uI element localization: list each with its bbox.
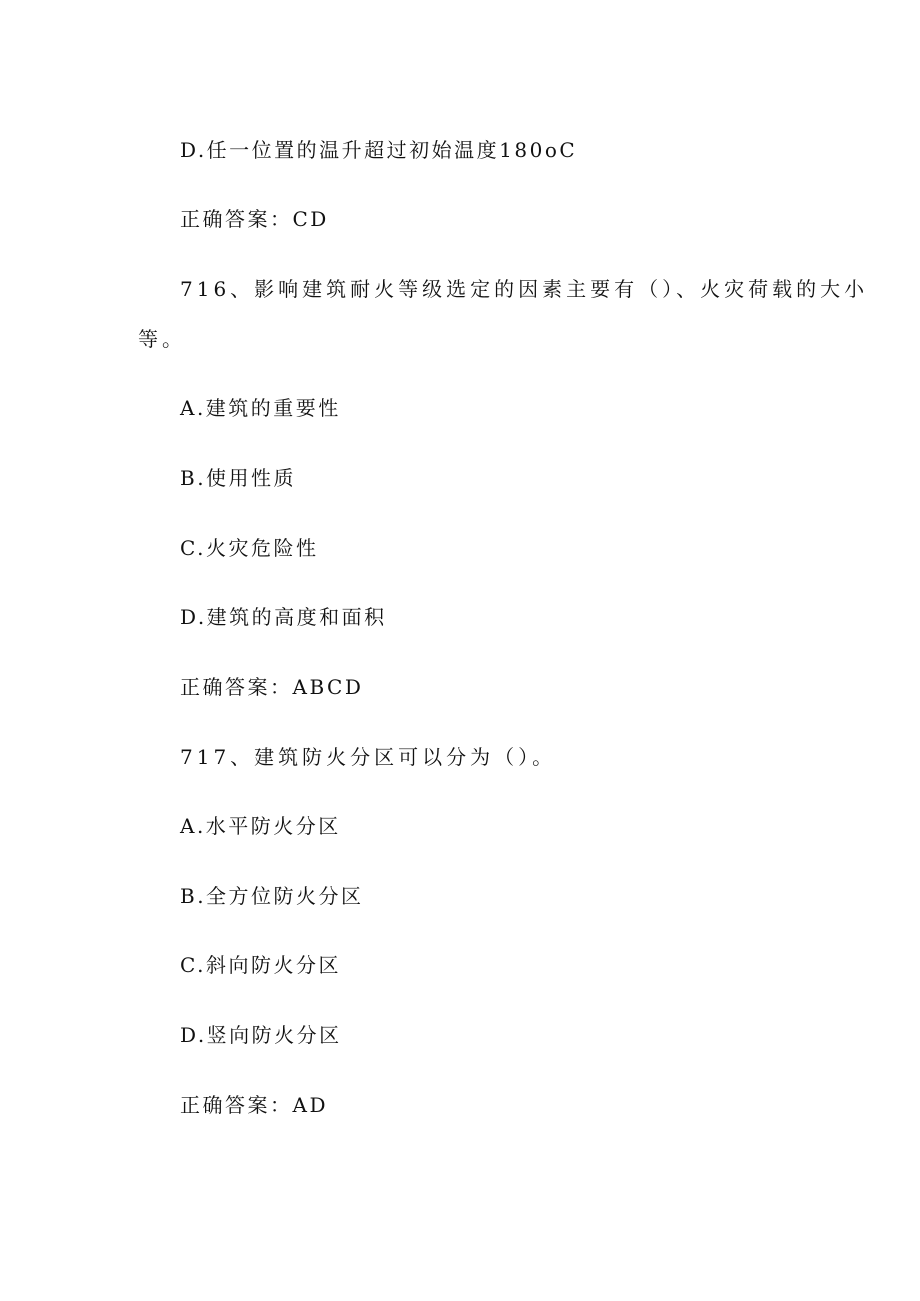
q716-answer: 正确答案：ABCD <box>180 675 364 699</box>
q717-option-c: C.斜向防火分区 <box>180 953 341 977</box>
q717-answer: 正确答案：AD <box>180 1093 328 1117</box>
q716-stem-line1: 716、影响建筑耐火等级选定的因素主要有（）、火灾荷载的大小 <box>180 277 869 301</box>
prev-answer: 正确答案：CD <box>180 207 329 231</box>
prev-option-d: D.任一位置的温升超过初始温度180oC <box>180 138 578 162</box>
q717-option-d: D.竖向防火分区 <box>180 1023 342 1047</box>
q717-option-b: B.全方位防火分区 <box>180 884 364 908</box>
q716-option-b: B.使用性质 <box>180 466 297 490</box>
q716-stem-line2: 等。 <box>138 327 186 351</box>
q716-option-a: A.建筑的重要性 <box>180 396 341 420</box>
q717-option-a: A.水平防火分区 <box>180 814 341 838</box>
q716-option-c: C.火灾危险性 <box>180 536 319 560</box>
q717-stem: 717、建筑防火分区可以分为（）。 <box>180 745 557 769</box>
q716-option-d: D.建筑的高度和面积 <box>180 605 387 629</box>
